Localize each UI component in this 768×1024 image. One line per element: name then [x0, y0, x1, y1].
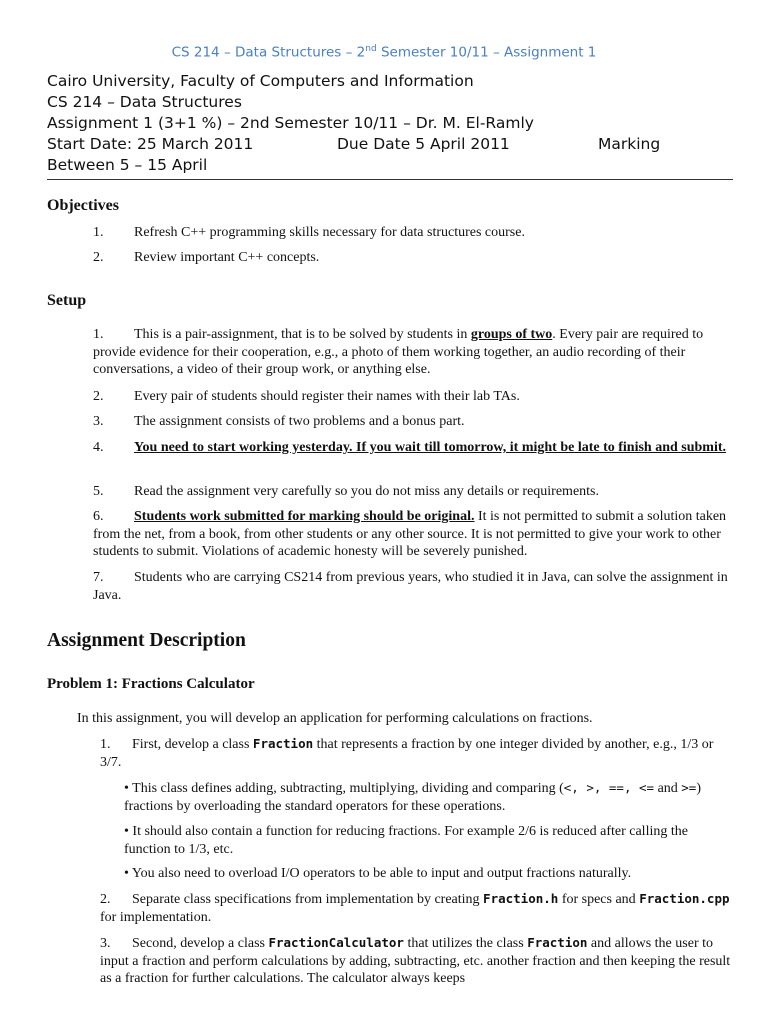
- university-line: Cairo University, Faculty of Computers and Information: [47, 72, 474, 90]
- start-date: Start Date: 25 March 2011: [47, 135, 254, 153]
- course-line: CS 214 – Data Structures: [47, 93, 242, 111]
- assignment-line: Assignment 1 (3+1 %) – 2nd Semester 10/11 – Dr. M. El-Ramly: [47, 114, 534, 132]
- problem-step-1: 1. First, develop a class Fraction that represents a fraction by one integer divided by another, e.g., 1/3 or 3/7.: [100, 736, 714, 770]
- description-heading: Assignment Description: [47, 630, 246, 651]
- bullet-item: • You also need to overload I/O operators to be able to input and output fractions naturally.: [124, 866, 632, 881]
- setup-item-7: 7. Students who are carrying CS214 from previous years, who studied it in Java, can solve the assignment in Java.: [93, 570, 728, 603]
- bullet-item: • It should also contain a function for reducing fractions. For example 2/6 is reduced after calling the function to 1/3, etc.: [124, 824, 688, 857]
- bullet-item: • This class defines adding, subtracting, multiplying, dividing and comparing (<, >, ==, <= and >=) fractions by overloading the standard operators for these operations.: [124, 780, 702, 814]
- dates-line: [47, 134, 733, 155]
- due-date: Due Date 5 April 2011: [337, 135, 510, 153]
- setup-item-1: 1. This is a pair-assignment, that is to be solved by students in groups of two. Every pair are required to provide evidence for their cooperation, e.g., a photo of them working together, an audio recording of their conversations, a video of their group work, or anything else.: [93, 327, 704, 378]
- setup-item-6: 6. Students work submitted for marking should be original. It is not permitted to submit a solution taken from the net, from a book, from other students or any other source. It is not permitted to give your work to other students to submit. Violations of academic honesty will be severely punished.: [93, 509, 727, 560]
- setup-item-2: 2. Every pair of students should register their names with their lab TAs.: [93, 389, 520, 404]
- objective-item: 1. Refresh C++ programming skills necessary for data structures course.: [93, 225, 525, 240]
- problem-step-3: 3. Second, develop a class FractionCalculator that utilizes the class Fraction and allows the user to input a fraction and perform calculations by adding, subtracting, etc. another fraction and then keeping the result as a fraction for further calculations. The calculator always keeps: [100, 935, 731, 987]
- title-block: [47, 71, 733, 180]
- objectives-heading: Objectives: [47, 197, 119, 214]
- marking-label: Marking: [598, 135, 661, 153]
- setup-item-5: 5. Read the assignment very carefully so you do not miss any details or requirements.: [93, 484, 600, 499]
- problem1-heading: Problem 1: Fractions Calculator: [47, 676, 255, 692]
- intro-paragraph: In this assignment, you will develop an application for performing calculations on fractions.: [77, 711, 593, 726]
- setup-item-4: 4. You need to start working yesterday. If you wait till tomorrow, it might be late to finish and submit.: [93, 440, 727, 455]
- setup-heading: Setup: [47, 292, 87, 309]
- running-header: CS 214 – Data Structures – 2nd Semester 10/11 – Assignment 1: [171, 44, 597, 61]
- setup-item-3: 3. The assignment consists of two problems and a bonus part.: [93, 414, 465, 429]
- marking-window: Between 5 – 15 April: [47, 156, 208, 174]
- objective-item: 2. Review important C++ concepts.: [93, 250, 320, 265]
- problem-step-2: 2. Separate class specifications from implementation by creating Fraction.h for specs and Fraction.cpp for implementation.: [100, 891, 730, 925]
